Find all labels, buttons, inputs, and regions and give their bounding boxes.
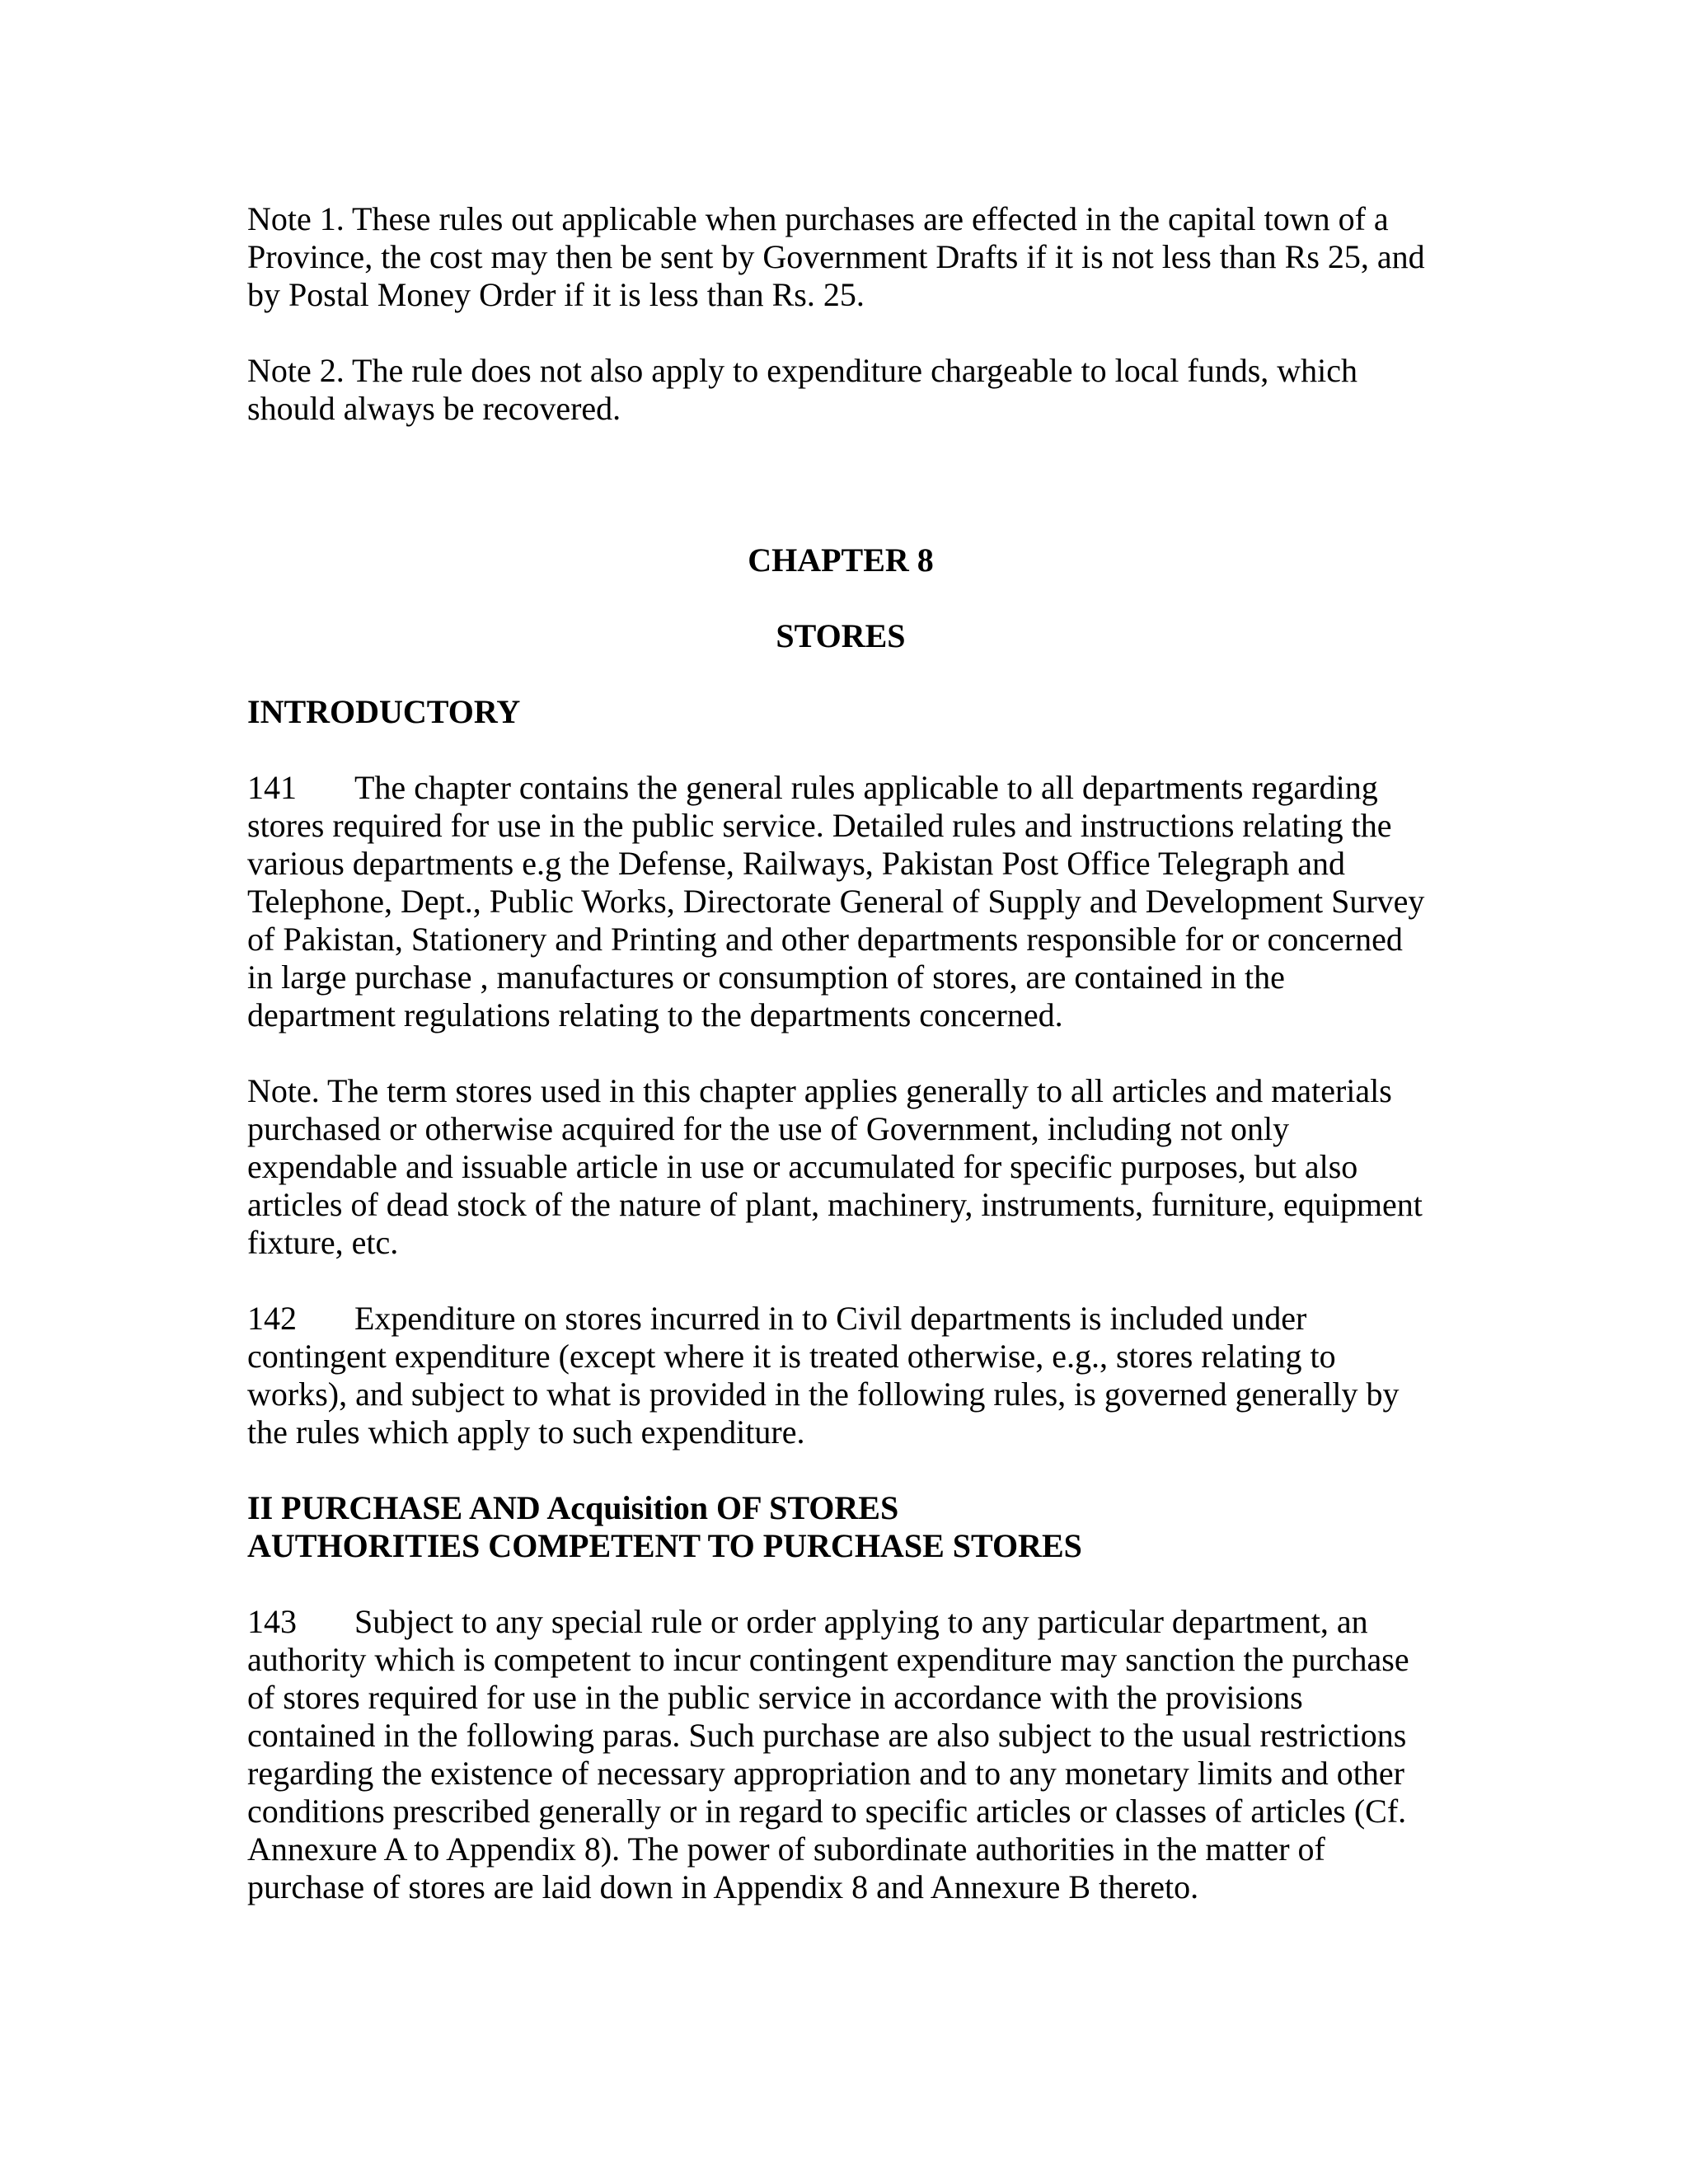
note-1: Note 1. These rules out applicable when purchases are effected in the capital town of a Province, the cost may then be sent by Government Drafts if it is not less than Rs 25, and by Postal Money Order if it is less than Rs. 25.	[247, 200, 1425, 313]
note-stores-definition: Note. The term stores used in this chapter applies generally to all articles and materials purchased or otherwise acquired for the use of Government, including not only expendable and issuable article in use or accumulated for specific purposes, but also articles of dead stock of the nature of plant, machinery, instruments, furniture, equipment fixture, etc.	[247, 1072, 1423, 1261]
note-2: Note 2. The rule does not also apply to expenditure chargeable to local funds, which should always be recovered.	[247, 352, 1358, 427]
paragraph-number: 141	[247, 769, 297, 806]
section-heading-purchase	[247, 1489, 1451, 1565]
chapter-subtitle: STORES	[776, 617, 906, 654]
paragraph-number: 142	[247, 1300, 297, 1337]
paragraph-text: The chapter contains the general rules applicable to all departments regarding stores required for use in the public service. Detailed rules and instructions relating the various departments e.g the Defense, Railways, Pakistan Post Office Telegraph and Telephone, Dept., Public Works, Directorate General of Supply and Development Survey of Pakistan, Stationery and Printing and other departments responsible for or concerned in large purchase , manufactures or consumption of stores, are contained in the department regulations relating to the departments concerned.	[247, 769, 1425, 1033]
section-heading-introductory: INTRODUCTORY	[247, 693, 521, 730]
paragraph-141	[247, 769, 1451, 1034]
paragraph-number: 143	[247, 1603, 297, 1640]
chapter-title: CHAPTER 8	[748, 541, 934, 579]
section-heading-line-1: II PURCHASE AND Acquisition OF STORES	[247, 1489, 899, 1526]
paragraph-text: Subject to any special rule or order applying to any particular department, an authority which is competent to incur contingent expenditure may sanction the purchase of stores required for use in the public service in accordance with the provisions contained in the following paras. Such purchase are also subject to the usual restrictions regarding the existence of necessary appropriation and to any monetary limits and other conditions prescribed generally or in regard to specific articles or classes of articles (Cf. Annexure A to Appendix 8). The power of subordinate authorities in the matter of purchase of stores are laid down in Appendix 8 and Annexure B thereto.	[247, 1603, 1409, 1905]
document-page	[247, 200, 1451, 1906]
paragraph-143	[247, 1603, 1451, 1906]
paragraph-text: Expenditure on stores incurred in to Civil departments is included under contingent expenditure (except where it is treated otherwise, e.g., stores relating to works), and subject to what is provided in the following rules, is governed generally by the rules which apply to such expenditure.	[247, 1300, 1400, 1451]
paragraph-142	[247, 1300, 1451, 1451]
section-heading-line-2: AUTHORITIES COMPETENT TO PURCHASE STORES	[247, 1527, 1082, 1564]
